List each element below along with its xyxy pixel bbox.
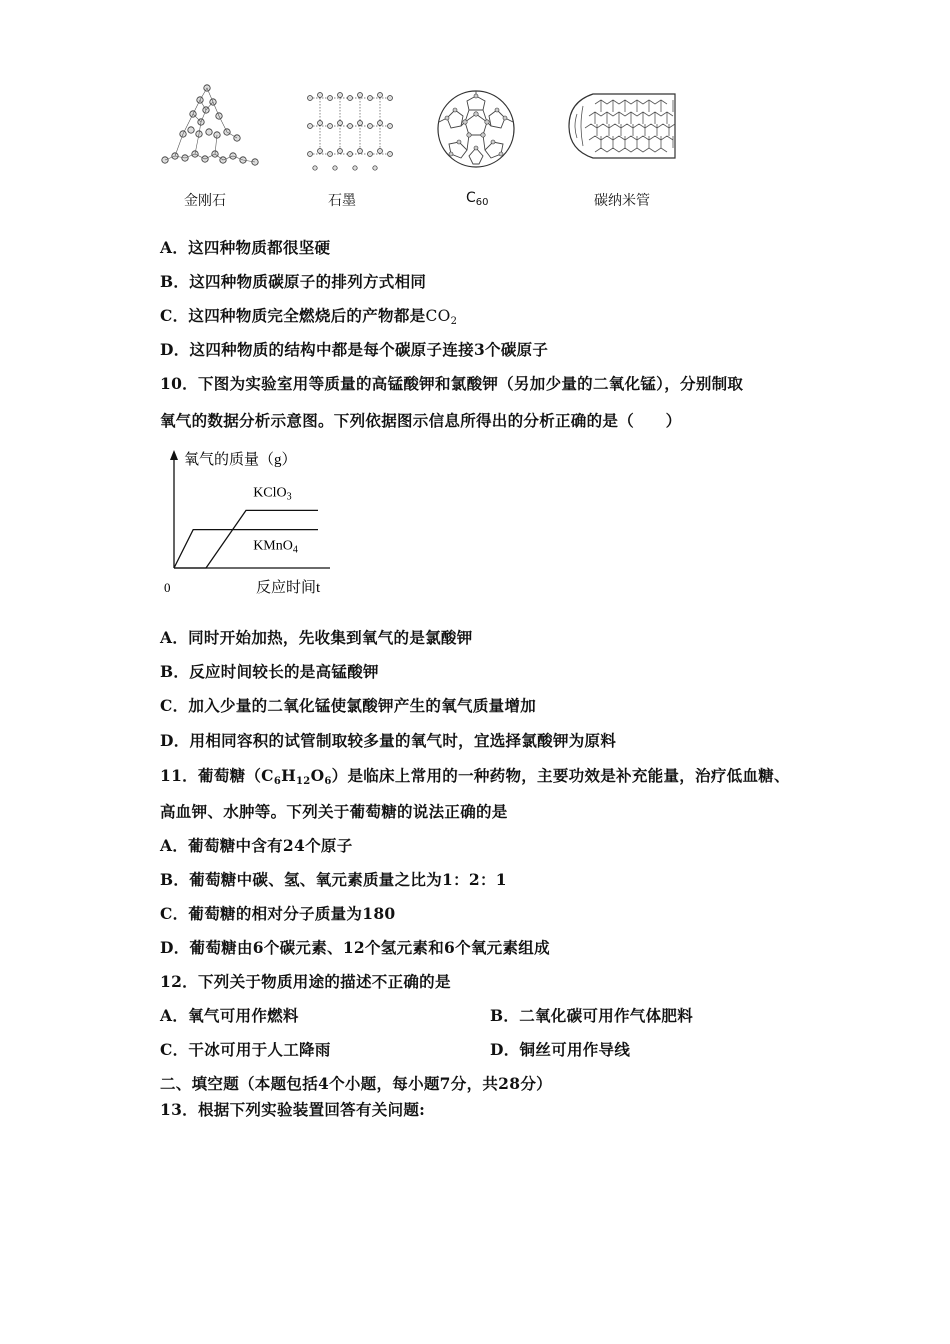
q12-option-c: C．干冰可用于人工降雨: [160, 1040, 331, 1059]
q9-option-c: [160, 304, 457, 327]
q10-option-b: B．反应时间较长的是高锰酸钾: [160, 662, 379, 681]
x-axis-label: 反应时间t: [256, 580, 321, 596]
q10-stem-line2: 氧气的数据分析示意图。下列依据图示信息所得出的分析正确的是（ ）: [160, 411, 682, 430]
q11-option-b: B．葡萄糖中碳、氢、氧元素质量之比为1：2：1: [160, 870, 507, 889]
graphite-structure-figure: [305, 88, 395, 173]
caption-c60-base: C: [466, 190, 476, 206]
caption-diamond: 金刚石: [184, 193, 226, 209]
caption-c60: [466, 190, 489, 208]
q11-stem-d: ）是临床上常用的一种药物，主要功效是补充能量，治疗低血糖、: [331, 766, 790, 785]
q10-option-c: C．加入少量的二氧化锰使氯酸钾产生的氧气质量增加: [160, 696, 537, 715]
series-label-kclo: KClO$_3$: [253, 485, 292, 503]
series-label-sub: 3: [286, 491, 292, 503]
caption-graphite: 石墨: [328, 193, 356, 209]
y-axis-arrow: [170, 450, 178, 460]
series-label-kmno: KMnO$_4$: [253, 538, 298, 556]
q11-stem-c: O: [310, 766, 325, 785]
q11-stem-b: H: [281, 766, 297, 785]
y-axis-label: 氧气的质量（g）: [184, 452, 297, 468]
q9-option-a: A．这四种物质都很坚硬: [160, 238, 331, 257]
q12-option-d: D．铜丝可用作导线: [490, 1040, 631, 1059]
series-line-kclo: [174, 510, 318, 568]
q11-option-c: C．葡萄糖的相对分子质量为180: [160, 904, 396, 923]
q9-option-b: B．这四种物质碳原子的排列方式相同: [160, 272, 427, 291]
q11-option-a: A．葡萄糖中含有24个原子: [160, 836, 353, 855]
co2-formula: [425, 307, 457, 325]
q11-sub2: 12: [296, 776, 311, 787]
q13-stem: 13．根据下列实验装置回答有关问题:: [160, 1100, 426, 1119]
q12-option-b: B．二氧化碳可用作气体肥料: [490, 1006, 694, 1025]
section2-title: 二、填空题（本题包括4个小题，每小题7分，共28分）: [160, 1074, 552, 1093]
series-label-sub: 4: [292, 544, 298, 556]
q9-option-d: D．这四种物质的结构中都是每个碳原子连接3个碳原子: [160, 340, 549, 359]
caption-c60-sub: 60: [475, 197, 489, 208]
co2-sub: 2: [450, 316, 458, 327]
diamond-structure-figure: [155, 82, 265, 172]
carbon-nanotube-figure: [565, 90, 680, 162]
q11-sub3: 6: [324, 776, 332, 787]
q10-option-a: A．同时开始加热，先收集到氧气的是氯酸钾: [160, 628, 473, 647]
q9-option-c-text: C．这四种物质完全燃烧后的产物都是: [160, 306, 426, 325]
oxygen-mass-chart: [158, 444, 348, 602]
co2-base: CO: [425, 307, 451, 325]
q10-option-d: D．用相同容积的试管制取较多量的氧气时，宜选择氯酸钾为原料: [160, 731, 617, 750]
q10-stem-line1: 10．下图为实验室用等质量的高锰酸钾和氯酸钾（另加少量的二氧化锰），分别制取: [160, 374, 744, 393]
q11-sub1: 6: [273, 776, 282, 787]
q12-option-a: A．氧气可用作燃料: [160, 1006, 299, 1025]
q12-stem: 12．下列关于物质用途的描述不正确的是: [160, 972, 451, 991]
caption-nanotube: 碳纳米管: [594, 193, 650, 209]
q11-stem-a: 11．葡萄糖（C: [160, 766, 274, 785]
origin-label: 0: [164, 580, 171, 595]
q11-stem-line2: 高血钾、水肿等。下列关于葡萄糖的说法正确的是: [160, 802, 508, 821]
q11-option-d: D．葡萄糖由6个碳元素、12个氢元素和6个氧元素组成: [160, 938, 550, 957]
c60-fullerene-figure: [433, 84, 519, 174]
q11-stem-line1: [160, 764, 790, 787]
